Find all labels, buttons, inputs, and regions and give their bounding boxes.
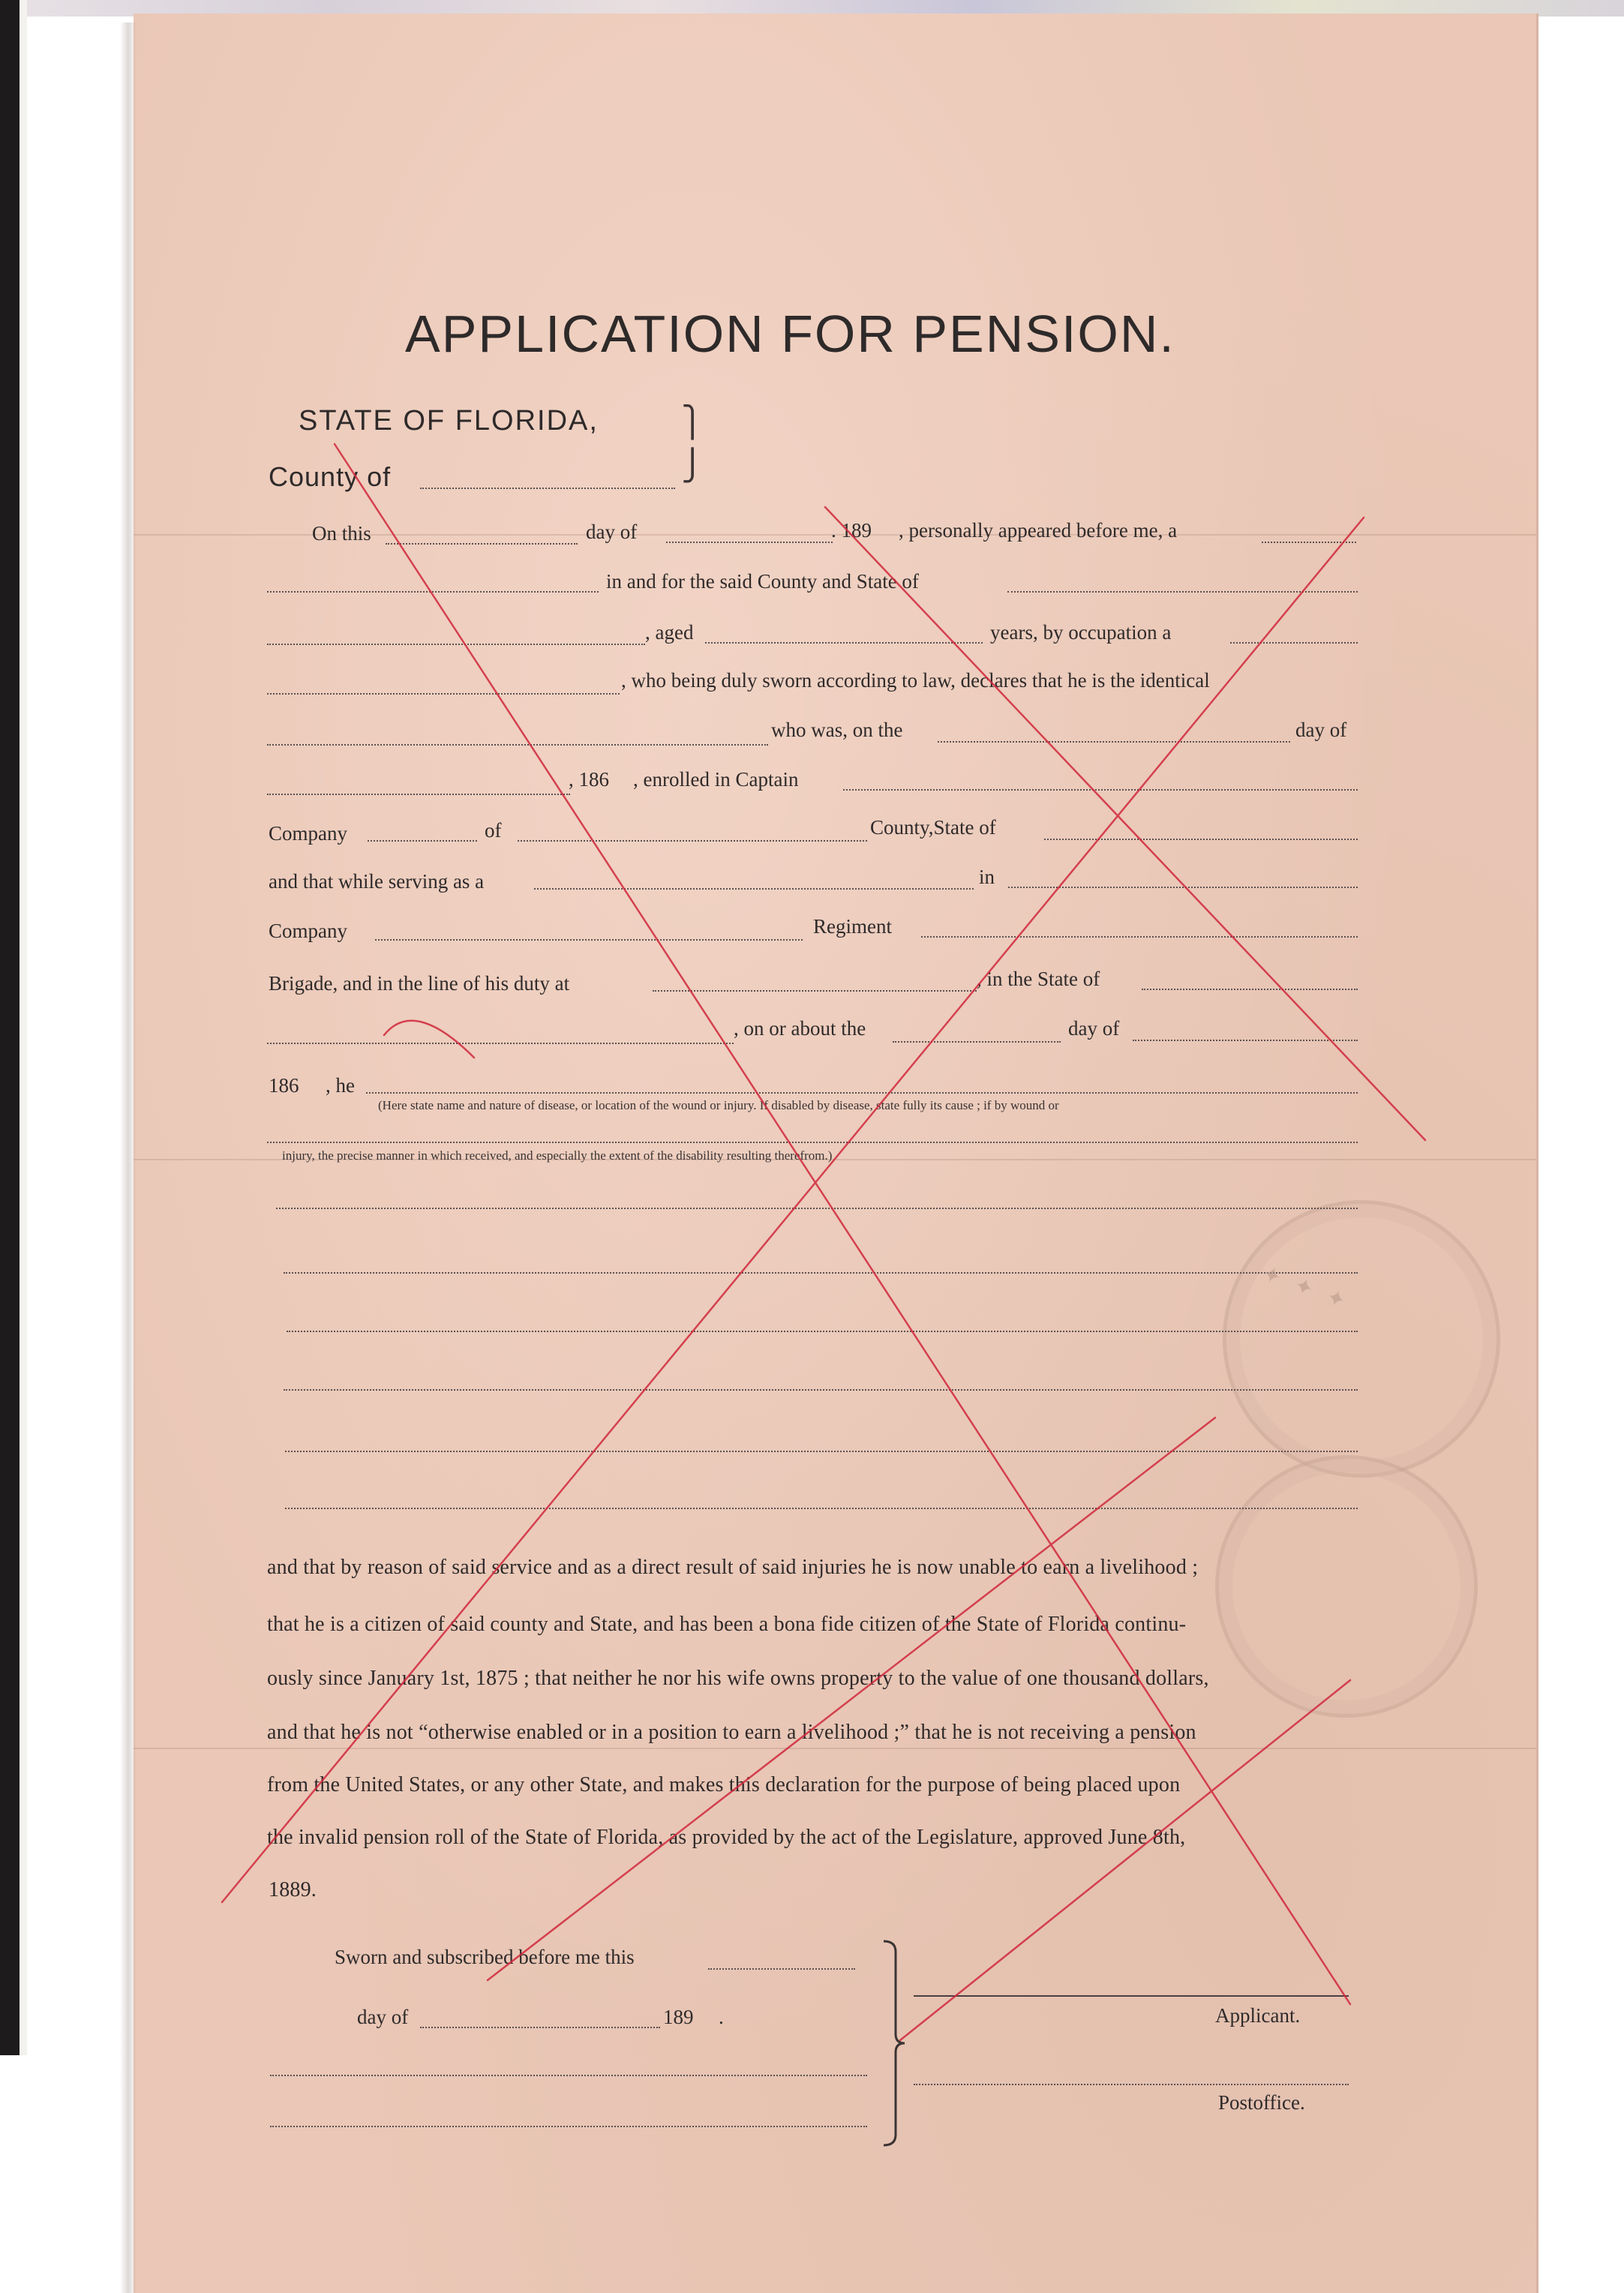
form-text: in and for the said County and State of [606, 570, 919, 593]
jurat-text: . [719, 2006, 724, 2028]
form-text: years, by occupation a [990, 621, 1172, 644]
form-text: who was, on the [771, 719, 903, 741]
cancel-loop [384, 1021, 474, 1058]
form-text: in [979, 866, 995, 888]
form-text: day of [1068, 1017, 1120, 1040]
seal-lettering: ✦ ✦ ✦ [1259, 1261, 1354, 1316]
venue-brace-top: ⎫ [681, 405, 704, 440]
form-text: County,State of [870, 816, 996, 839]
form-text: , enrolled in Captain [633, 768, 799, 791]
jurat-text: Sworn and subscribed before me this [335, 1946, 635, 1968]
postoffice-label: Postoffice. [1218, 2091, 1305, 2114]
form-text: Company [269, 920, 347, 942]
jurat-text: day of [357, 2006, 409, 2028]
form-text: Company [269, 822, 347, 845]
form-text: 186 [269, 1074, 299, 1097]
form-text: , 186 [569, 768, 609, 791]
form-text: day of [586, 521, 638, 543]
form-text: , on or about the [734, 1017, 866, 1040]
form-text: . 189 [831, 519, 872, 542]
declaration-line: and that by reason of said service and as a direct result of said injuries he is now unable to earn a livelihood ; [267, 1556, 1199, 1579]
form-text: of [485, 819, 502, 842]
form-text: , in the State of [977, 968, 1100, 990]
declaration-line: and that he is not “otherwise enabled or in a position to earn a livelihood ;” that he is not receiving a pension [267, 1721, 1196, 1744]
form-text: Regiment [813, 915, 892, 938]
declaration-line: the invalid pension roll of the State of Florida, as provided by the act of the Legislature, approved June 8th, [267, 1826, 1186, 1849]
cancel-stroke-3 [825, 507, 1425, 1140]
declaration-year: 1889. [269, 1878, 317, 1901]
page-title: APPLICATION FOR PENSION. [405, 305, 1175, 363]
form-text: day of [1295, 719, 1347, 741]
jurat-text: 189 [663, 2006, 694, 2028]
form-text: , aged [645, 621, 694, 644]
applicant-label: Applicant. [1215, 2004, 1301, 2027]
cancel-stroke-2 [222, 518, 1364, 1902]
declaration-line: from the United States, or any other State, and makes this declaration for the purpose of being placed upon [267, 1773, 1181, 1796]
form-text: and that while serving as a [269, 870, 485, 893]
form-text: On this [312, 522, 371, 545]
cancel-stroke-4 [488, 1418, 1215, 1980]
form-text: , he [326, 1074, 355, 1097]
form-text: , who being duly sworn according to law, declares that he is the identical [621, 669, 1210, 692]
instruction-note: injury, the precise manner in which received, and especially the extent of the disability resulting therefrom.) [282, 1148, 833, 1163]
declaration-line: that he is a citizen of said county and State, and has been a bona fide citizen of the State of Florida continu- [267, 1613, 1187, 1636]
instruction-note: (Here state name and nature of disease, or location of the wound or injury. If disabled by disease, state fully its cause ; if by wound or [378, 1098, 1059, 1112]
form-text: Brigade, and in the line of his duty at [269, 972, 570, 995]
cancel-stroke-5 [900, 1680, 1350, 2040]
venue-county: County of [269, 461, 392, 492]
venue-state: STATE OF FLORIDA, [299, 405, 599, 437]
form-text: , personally appeared before me, a [899, 519, 1178, 542]
declaration-line: ously since January 1st, 1875 ; that neither he nor his wife owns property to the value of one thousand dollars, [267, 1667, 1209, 1690]
venue-brace-bottom: ⎭ [681, 449, 704, 483]
cancel-stroke-1 [335, 444, 1350, 2004]
